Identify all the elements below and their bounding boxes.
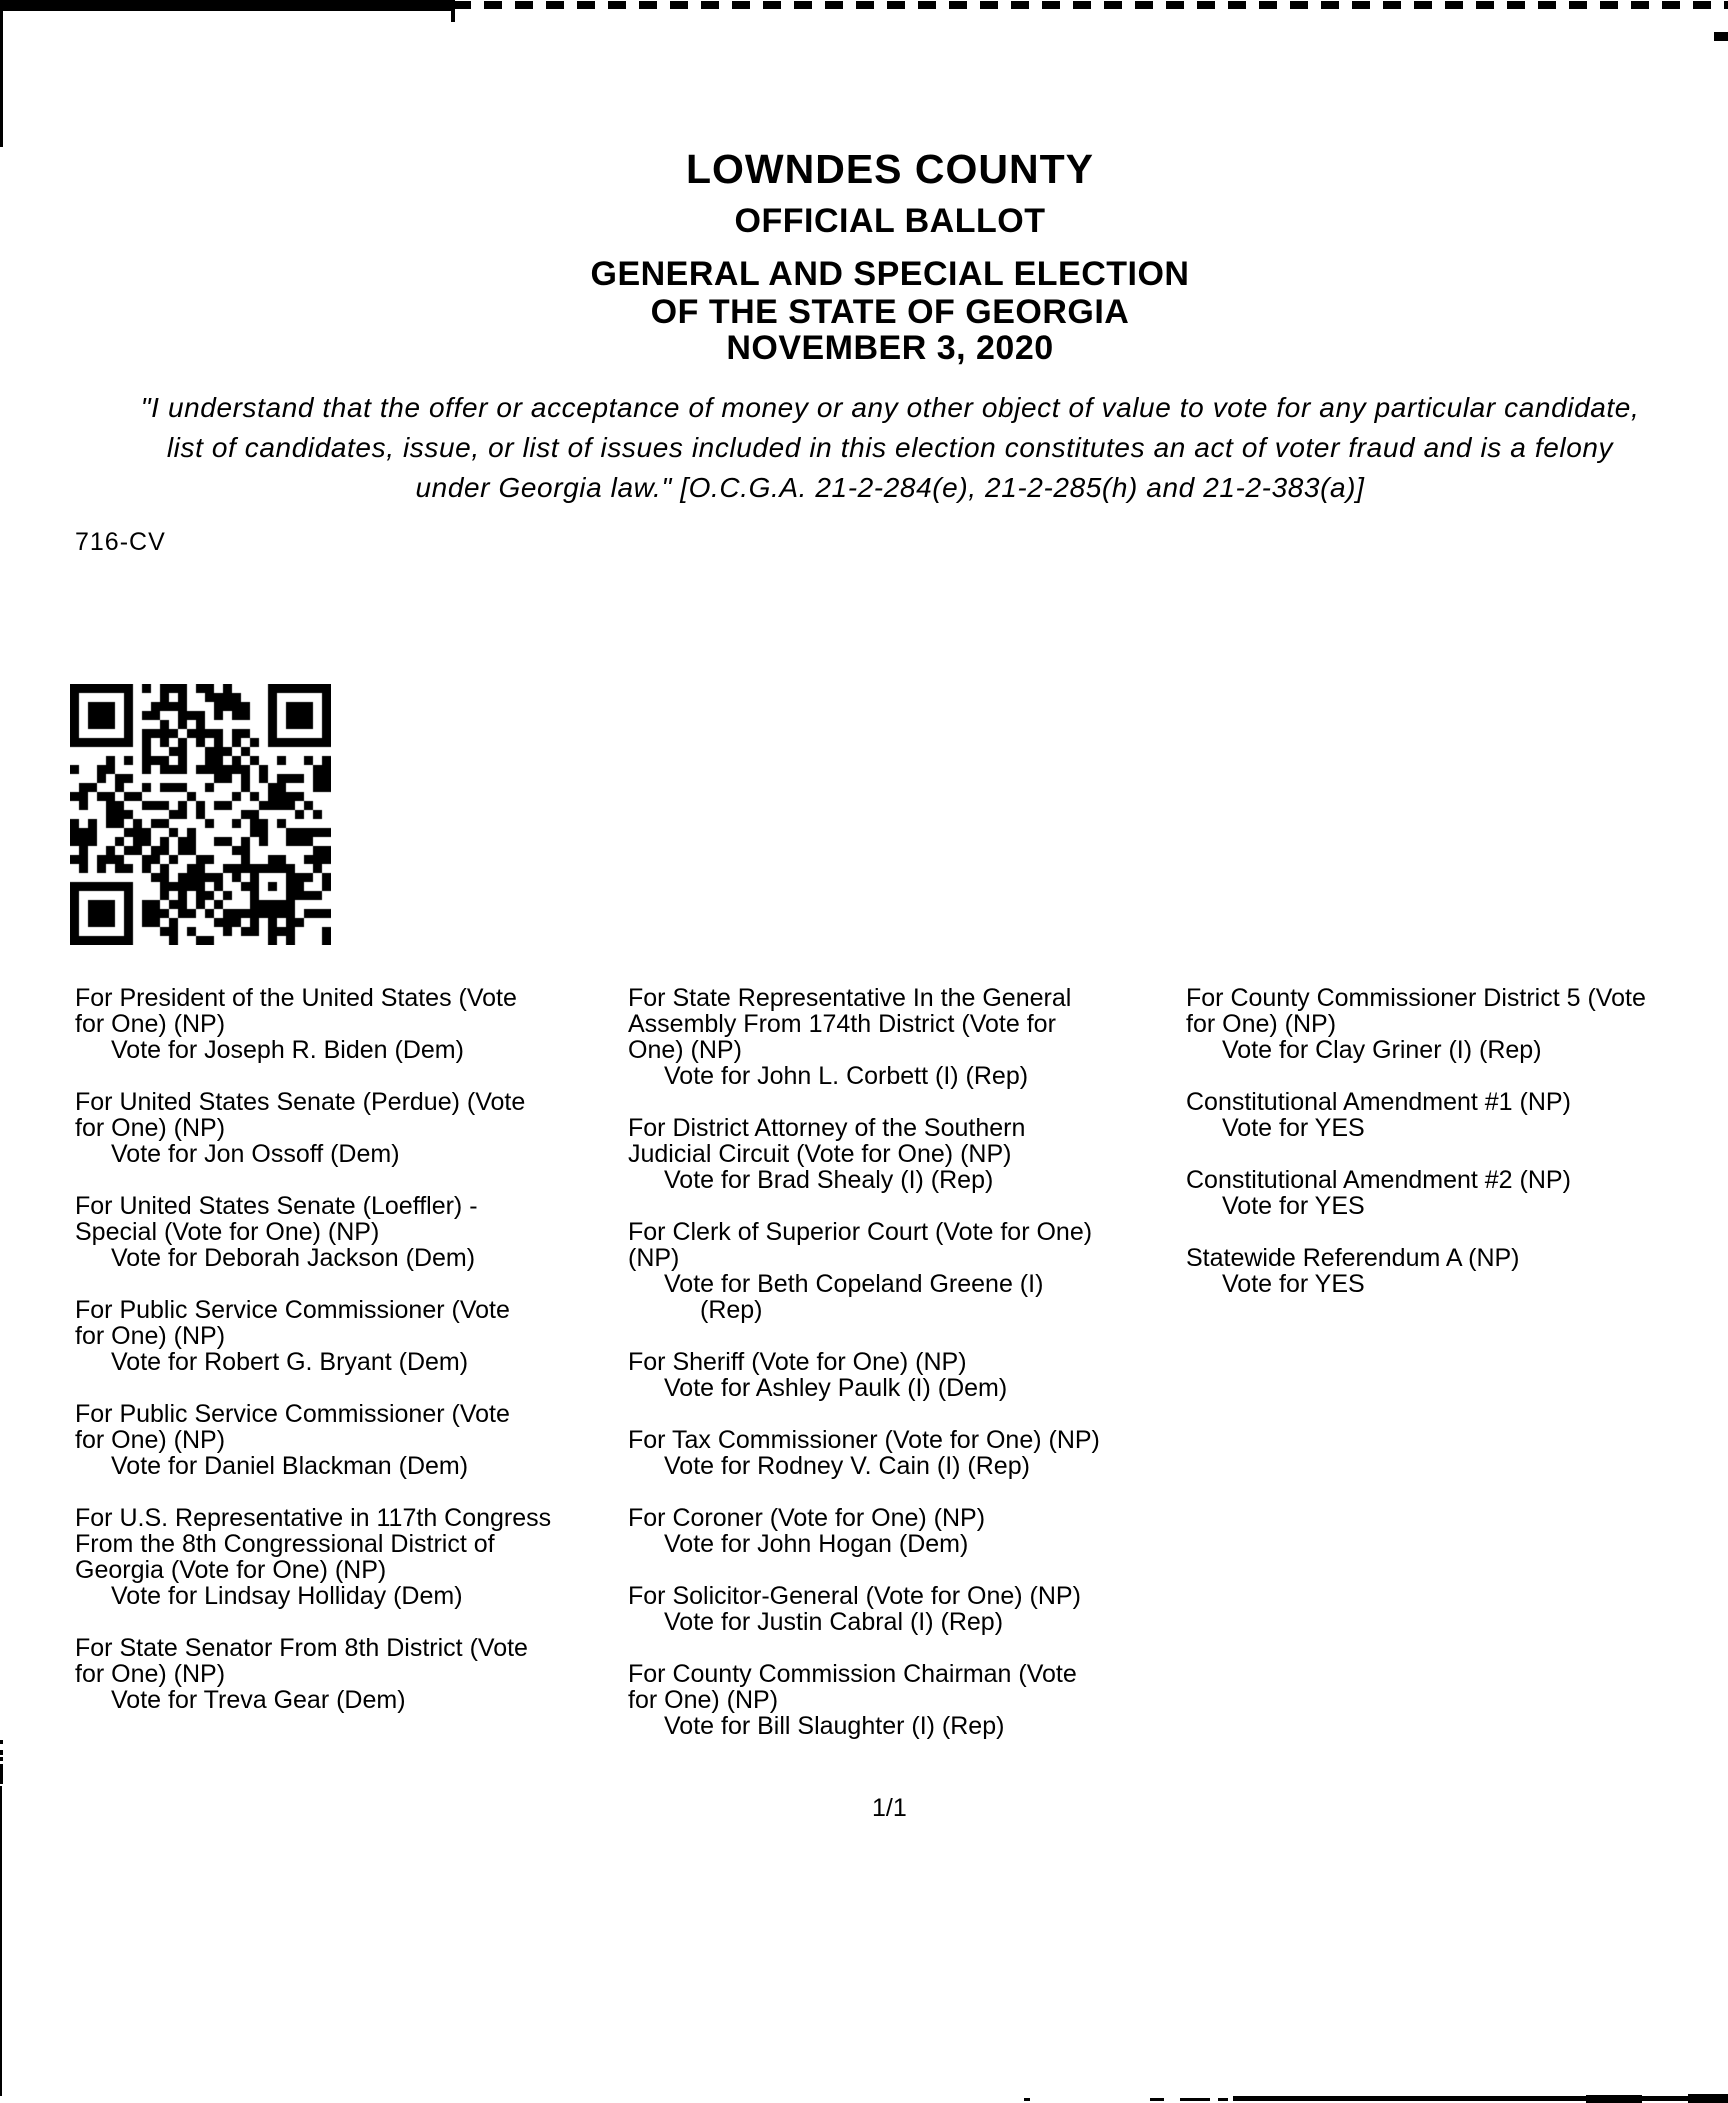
scan-artifact-bottom-bar-thick: [1586, 2095, 1642, 2103]
vote-selection-line: Vote for Brad Shealy (I) (Rep): [664, 1166, 994, 1194]
scan-artifact-left-line-top: [0, 0, 3, 147]
contest-title-line: For Clerk of Superior Court (Vote for One): [628, 1218, 1093, 1246]
scan-artifact-right-mark: [1714, 32, 1728, 41]
contest-title-line: for One) (NP): [1186, 1010, 1337, 1038]
scan-artifact-top-dashes: [453, 1, 1728, 9]
vote-selection-line: Vote for YES: [1222, 1114, 1365, 1142]
contest-title-line: for One) (NP): [75, 1660, 226, 1688]
vote-selection-line: Vote for Beth Copeland Greene (I): [664, 1270, 1044, 1298]
vote-selection-line: Vote for Joseph R. Biden (Dem): [111, 1036, 464, 1064]
precinct-code: 716-CV: [75, 528, 166, 556]
contest-title-line: Judicial Circuit (Vote for One) (NP): [628, 1140, 1012, 1168]
vote-selection-line: Vote for Justin Cabral (I) (Rep): [664, 1608, 1004, 1636]
contest-title-line: For United States Senate (Loeffler) -: [75, 1192, 478, 1220]
contest-title-line: Constitutional Amendment #2 (NP): [1186, 1166, 1571, 1194]
scan-artifact-bottom-dash-2: [1180, 2098, 1210, 2101]
vote-selection-line: Vote for Robert G. Bryant (Dem): [111, 1348, 469, 1376]
contest-block: [75, 1089, 628, 1167]
scan-artifact-left-dot-1: [0, 1740, 3, 1744]
ballot-type-title: OFFICIAL BALLOT: [734, 202, 1046, 240]
election-date-line: NOVEMBER 3, 2020: [726, 329, 1054, 367]
contest-title-line: for One) (NP): [75, 1322, 226, 1350]
vote-selection-line: Vote for Deborah Jackson (Dem): [111, 1244, 476, 1272]
contest-title-line: For Tax Commissioner (Vote for One) (NP): [628, 1426, 1100, 1454]
vote-selection-line: (Rep): [700, 1296, 763, 1324]
scan-artifact-left-line-short: [0, 1764, 3, 1784]
contest-title-line: For County Commissioner District 5 (Vote: [1186, 984, 1646, 1012]
contest-title-line: For Public Service Commissioner (Vote: [75, 1400, 510, 1428]
vote-selection-line: Vote for YES: [1222, 1192, 1365, 1220]
vote-selection-line: Vote for Bill Slaughter (I) (Rep): [664, 1712, 1005, 1740]
contest-block: [75, 1505, 628, 1609]
county-title: LOWNDES COUNTY: [685, 146, 1095, 192]
contest-title-line: for One) (NP): [75, 1114, 226, 1142]
contest-column-3: [1186, 985, 1728, 1323]
disclaimer-line: list of candidates, issue, or list of issues included in this election constitutes an act of voter fraud and is a felony: [166, 432, 1614, 463]
contest-title-line: for One) (NP): [628, 1686, 779, 1714]
contest-block: [75, 1193, 628, 1271]
contest-title-line: For President of the United States (Vote: [75, 984, 517, 1012]
contest-block: [628, 1219, 1186, 1323]
contest-block: [628, 1427, 1186, 1479]
contest-title-line: For Coroner (Vote for One) (NP): [628, 1504, 986, 1532]
contest-block: [1186, 1089, 1728, 1141]
vote-selection-line: Vote for Rodney V. Cain (I) (Rep): [664, 1452, 1030, 1480]
contest-block: [628, 1349, 1186, 1401]
contest-block: [1186, 1245, 1728, 1297]
vote-selection-line: Vote for John L. Corbett (I) (Rep): [664, 1062, 1029, 1090]
contest-column-2: [628, 985, 1186, 1765]
scan-artifact-bottom-dash-1: [1150, 2098, 1164, 2101]
contest-block: [1186, 985, 1728, 1063]
scan-artifact-top-bar: [0, 0, 453, 11]
election-title-line: GENERAL AND SPECIAL ELECTION: [590, 255, 1190, 293]
contest-block: [628, 1115, 1186, 1193]
contest-block: [1186, 1167, 1728, 1219]
contest-block: [75, 1401, 628, 1479]
contest-block: [628, 1583, 1186, 1635]
election-title-line: OF THE STATE OF GEORGIA: [650, 293, 1130, 331]
contest-block: [628, 1505, 1186, 1557]
contest-title-line: Special (Vote for One) (NP): [75, 1218, 380, 1246]
contest-title-line: For District Attorney of the Southern: [628, 1114, 1026, 1142]
disclaimer-line: under Georgia law." [O.C.G.A. 21-2-284(e), 21-2-285(h) and 21-2-383(a)]: [415, 472, 1365, 503]
vote-selection-line: Vote for Daniel Blackman (Dem): [111, 1452, 469, 1480]
scan-artifact-bottom-bar: [1233, 2096, 1728, 2101]
contest-title-line: Georgia (Vote for One) (NP): [75, 1556, 387, 1584]
contest-title-line: From the 8th Congressional District of: [75, 1530, 495, 1558]
vote-selection-line: Vote for Clay Griner (I) (Rep): [1222, 1036, 1542, 1064]
vote-selection-line: Vote for YES: [1222, 1270, 1365, 1298]
scan-artifact-left-line-long: [0, 1786, 2, 2096]
vote-selection-line: Vote for Treva Gear (Dem): [111, 1686, 406, 1714]
contest-block: [75, 985, 628, 1063]
contest-block: [628, 985, 1186, 1089]
contest-block: [75, 1297, 628, 1375]
contest-title-line: One) (NP): [628, 1036, 742, 1064]
scan-artifact-bottom-dash-3: [1218, 2098, 1228, 2101]
contest-title-line: Assembly From 174th District (Vote for: [628, 1010, 1056, 1038]
disclaimer-line: "I understand that the offer or acceptance of money or any other object of value to vote for any particular candidate,: [140, 392, 1640, 423]
contest-title-line: for One) (NP): [75, 1426, 226, 1454]
contest-title-line: For Sheriff (Vote for One) (NP): [628, 1348, 967, 1376]
vote-selection-line: Vote for Ashley Paulk (I) (Dem): [664, 1374, 1008, 1402]
scan-artifact-bottom-dot: [1024, 2098, 1030, 2101]
scan-artifact-top-tick: [451, 0, 455, 22]
scan-artifact-left-dot-2: [0, 1750, 3, 1755]
contest-title-line: Statewide Referendum A (NP): [1186, 1244, 1520, 1272]
contest-column-1: [75, 985, 628, 1739]
page-number: 1/1: [872, 1794, 907, 1822]
contest-title-line: For Solicitor-General (Vote for One) (NP): [628, 1582, 1081, 1610]
contest-block: [628, 1661, 1186, 1739]
contest-title-line: (NP): [628, 1244, 680, 1272]
contest-title-line: Constitutional Amendment #1 (NP): [1186, 1088, 1571, 1116]
qr-code: [70, 684, 331, 945]
vote-selection-line: Vote for John Hogan (Dem): [664, 1530, 969, 1558]
contest-block: [75, 1635, 628, 1713]
contest-title-line: for One) (NP): [75, 1010, 226, 1038]
fraud-disclaimer: [26, 388, 1728, 508]
vote-selection-line: Vote for Lindsay Holliday (Dem): [111, 1582, 463, 1610]
vote-selection-line: Vote for Jon Ossoff (Dem): [111, 1140, 400, 1168]
contest-title-line: For U.S. Representative in 117th Congress: [75, 1504, 552, 1532]
scan-artifact-left-dot-3: [0, 1757, 3, 1761]
contest-title-line: For State Representative In the General: [628, 984, 1072, 1012]
scan-artifact-bottom-right-thick: [1688, 2094, 1728, 2103]
contest-title-line: For State Senator From 8th District (Vote: [75, 1634, 528, 1662]
contest-title-line: For County Commission Chairman (Vote: [628, 1660, 1077, 1688]
contest-title-line: For Public Service Commissioner (Vote: [75, 1296, 510, 1324]
contest-title-line: For United States Senate (Perdue) (Vote: [75, 1088, 526, 1116]
